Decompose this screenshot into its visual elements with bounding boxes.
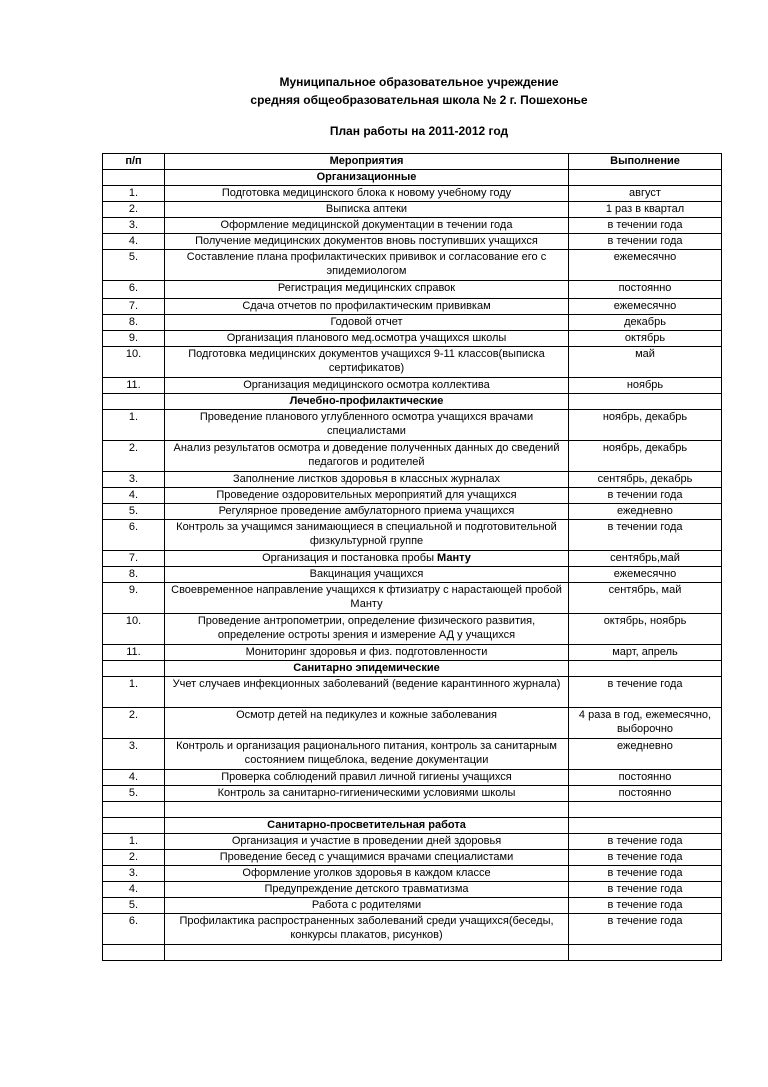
completion-cell: в течении года [569,488,722,504]
event-cell: Мониторинг здоровья и физ. подготовленности [165,645,569,661]
section-row [103,818,722,834]
completion-cell: в течении года [569,218,722,234]
event-cell: Оформление медицинской документации в течении года [165,218,569,234]
completion-cell: май [569,347,722,378]
row-number [103,818,165,834]
row-number: 11. [103,645,165,661]
table-row [103,281,722,299]
section-title: Санитарно эпидемические [165,661,569,677]
row-number: 7. [103,299,165,315]
school-name-line-1: Муниципальное образовательное учреждение [279,75,559,89]
row-number: 3. [103,866,165,882]
row-number: 2. [103,708,165,739]
completion-cell: в течение года [569,898,722,914]
table-row [103,898,722,914]
table-row [103,410,722,441]
table-row [103,834,722,850]
completion-cell: ноябрь, декабрь [569,410,722,441]
completion-cell: в течение года [569,834,722,850]
section-row [103,661,722,677]
row-number: 4. [103,770,165,786]
work-plan-table [102,153,722,961]
table-row [103,299,722,315]
completion-cell: октябрь [569,331,722,347]
completion-cell: ежемесячно [569,299,722,315]
table-row [103,583,722,614]
event-cell: Сдача отчетов по профилактическим прививкам [165,299,569,315]
event-cell: Заполнение листков здоровья в классных журналах [165,472,569,488]
event-cell: Проверка соблюдений правил личной гигиены учащихся [165,770,569,786]
completion-cell: постоянно [569,770,722,786]
table-row [103,551,722,567]
table-row [103,347,722,378]
event-cell: Проведение планового углубленного осмотра учащихся врачами специалистами [165,410,569,441]
row-number: 4. [103,882,165,898]
table-row [103,770,722,786]
table-row [103,567,722,583]
column-header-events: Мероприятия [165,154,569,170]
row-number: 3. [103,739,165,770]
event-cell: Проведение оздоровительных мероприятий для учащихся [165,488,569,504]
completion-cell: в течении года [569,520,722,551]
row-number: 5. [103,786,165,802]
row-number: 2. [103,202,165,218]
table-row [103,472,722,488]
table-row [103,708,722,739]
completion-cell: март, апрель [569,645,722,661]
section-title: Организационные [165,170,569,186]
event-cell: Вакцинация учащихся [165,567,569,583]
table-row [103,488,722,504]
row-number: 10. [103,347,165,378]
event-cell: Подготовка медицинских документов учащихся 9-11 классов(выписка сертификатов) [165,347,569,378]
event-cell: Своевременное направление учащихся к фтизиатру с нарастающей пробой Манту [165,583,569,614]
table-row [103,234,722,250]
row-number [103,170,165,186]
plan-title: План работы на 2011-2012 год [329,124,509,138]
event-cell: Организация и участие в проведении дней здоровья [165,834,569,850]
row-number: 1. [103,186,165,202]
school-name-line-2: средняя общеобразовательная школа № 2 г. Пошехонье [250,93,588,107]
event-cell: Учет случаев инфекционных заболеваний (ведение карантинного журнала) [165,677,569,708]
event-cell: Профилактика распространенных заболеваний среди учащихся(беседы, конкурсы плакатов, рисунков) [165,914,569,945]
row-number: 4. [103,488,165,504]
completion-cell: сентябрь,май [569,551,722,567]
table-row [103,331,722,347]
row-number: 6. [103,520,165,551]
row-number: 10. [103,614,165,645]
event-cell: Контроль и организация рационального питания, контроль за санитарным состоянием пищеблока, ведение документации [165,739,569,770]
completion-cell: в течение года [569,914,722,945]
event-cell: Составление плана профилактических прививок и согласование его с эпидемиологом [165,250,569,281]
event-cell: Работа с родителями [165,898,569,914]
row-number [103,945,165,961]
row-number: 1. [103,834,165,850]
completion-cell: 1 раз в квартал [569,202,722,218]
completion-cell: ежедневно [569,739,722,770]
empty-row [103,945,722,961]
event-cell: Осмотр детей на педикулез и кожные заболевания [165,708,569,739]
row-number: 4. [103,234,165,250]
event-cell: Контроль за санитарно-гигиеническими условиями школы [165,786,569,802]
event-cell [165,802,569,818]
completion-cell: в течении года [569,234,722,250]
completion-cell: ежемесячно [569,567,722,583]
completion-cell [569,394,722,410]
table-row [103,866,722,882]
completion-cell: в течение года [569,882,722,898]
row-number: 8. [103,315,165,331]
table-row [103,882,722,898]
row-number: 9. [103,583,165,614]
event-cell: Получение медицинских документов вновь поступивших учащихся [165,234,569,250]
row-number: 3. [103,218,165,234]
table-row [103,202,722,218]
event-cell: Годовой отчет [165,315,569,331]
section-row [103,170,722,186]
row-number [103,661,165,677]
empty-row [103,802,722,818]
section-title: Санитарно-просветительная работа [165,818,569,834]
completion-cell [569,661,722,677]
completion-cell [569,818,722,834]
event-text: Организация и постановка пробы [262,552,434,564]
event-cell [165,551,569,567]
column-header-number: п/п [103,154,165,170]
row-number: 1. [103,410,165,441]
row-number: 3. [103,472,165,488]
table-row [103,378,722,394]
event-cell: Организация планового мед.осмотра учащихся школы [165,331,569,347]
event-cell: Регулярное проведение амбулаторного приема учащихся [165,504,569,520]
completion-cell: ноябрь [569,378,722,394]
table-row [103,786,722,802]
table-row [103,504,722,520]
completion-cell: в течение года [569,677,722,708]
completion-cell: ежедневно [569,504,722,520]
completion-cell [569,945,722,961]
completion-cell: октябрь, ноябрь [569,614,722,645]
table-row [103,186,722,202]
row-number: 5. [103,898,165,914]
row-number: 7. [103,551,165,567]
event-cell [165,945,569,961]
completion-cell: декабрь [569,315,722,331]
table-row [103,614,722,645]
work-plan-table-body [103,154,722,961]
section-row [103,394,722,410]
completion-cell: 4 раза в год, ежемесячно, выборочно [569,708,722,739]
event-cell: Проведение бесед с учащимися врачами специалистами [165,850,569,866]
row-number: 5. [103,504,165,520]
event-cell: Анализ результатов осмотра и доведение полученных данных до сведений педагогов и родителей [165,441,569,472]
completion-cell: в течение года [569,850,722,866]
table-row [103,218,722,234]
event-cell: Предупреждение детского травматизма [165,882,569,898]
row-number: 5. [103,250,165,281]
row-number: 6. [103,281,165,299]
row-number: 8. [103,567,165,583]
event-cell: Выписка аптеки [165,202,569,218]
table-header-row [103,154,722,170]
table-row [103,645,722,661]
table-row [103,739,722,770]
completion-cell: постоянно [569,281,722,299]
completion-cell: сентябрь, май [569,583,722,614]
table-row [103,914,722,945]
column-header-completion: Выполнение [569,154,722,170]
event-cell: Оформление уголков здоровья в каждом классе [165,866,569,882]
row-number [103,394,165,410]
completion-cell [569,802,722,818]
completion-cell [569,170,722,186]
event-cell: Регистрация медицинских справок [165,281,569,299]
row-number: 11. [103,378,165,394]
table-row [103,677,722,708]
completion-cell: сентябрь, декабрь [569,472,722,488]
row-number: 6. [103,914,165,945]
table-row [103,520,722,551]
section-title: Лечебно-профилактические [165,394,569,410]
table-row [103,315,722,331]
completion-cell: август [569,186,722,202]
completion-cell: в течение года [569,866,722,882]
row-number: 2. [103,441,165,472]
event-cell: Подготовка медицинского блока к новому учебному году [165,186,569,202]
row-number: 1. [103,677,165,708]
event-cell: Проведение антропометрии, определение физического развития, определение остроты зрения и измерение АД у учащихся [165,614,569,645]
table-row [103,250,722,281]
event-cell: Организация медицинского осмотра коллектива [165,378,569,394]
row-number: 9. [103,331,165,347]
table-row [103,850,722,866]
event-cell: Контроль за учащимся занимающиеся в специальной и подготовительной физкультурной группе [165,520,569,551]
table-row [103,441,722,472]
completion-cell: ноябрь, декабрь [569,441,722,472]
event-text-bold: Манту [437,552,471,564]
row-number: 2. [103,850,165,866]
completion-cell: ежемесячно [569,250,722,281]
completion-cell: постоянно [569,786,722,802]
row-number [103,802,165,818]
